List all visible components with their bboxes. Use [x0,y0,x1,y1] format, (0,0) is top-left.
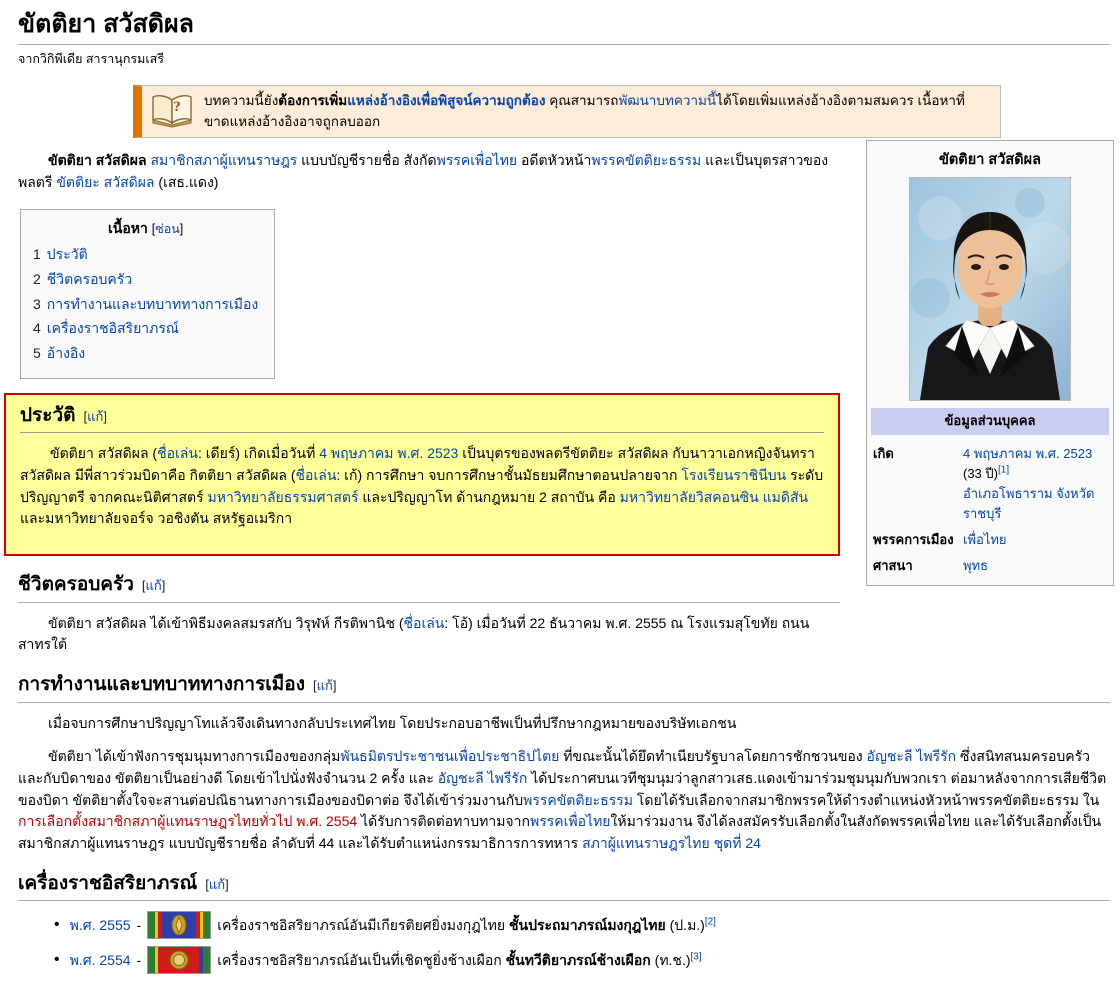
link-rajini-bon-school[interactable]: โรงเรียนราชินีบน [681,466,787,483]
book-question-icon [150,94,194,128]
link-year-2555[interactable]: • พ.ศ. 2555 [69,916,131,933]
link-year-2554[interactable]: • พ.ศ. 2554 [69,951,131,968]
infobox-row-party: พรรคการเมือง เพื่อไทย [873,532,1007,548]
decoration-item-2555: • พ.ศ. 2555 - เครื่องราชอิสริยาภรณ์อันมีเกียรติยศยิ่งมงกุฎไทย ชั้นประถมาภรณ์มงกุฎไทย (ป.ม.)[2] [54,911,1110,939]
toc-item-decorations[interactable]: 4 เครื่องราชอิสริยาภรณ์ [33,320,179,337]
infobox [866,140,1114,586]
link-nickname[interactable]: ชื่อเล่น [295,466,337,483]
link-be-2523[interactable]: พ.ศ. 2523 [397,445,459,462]
link-nickname[interactable]: ชื่อเล่น [403,614,445,631]
section-heading-family: ชีวิตครอบครัว [แก้] [18,572,840,603]
edit-link[interactable]: แก้ [87,408,104,424]
svg-text:?: ? [173,99,181,116]
toc-item-work[interactable]: 3 การทำงานและบทบาททางการเมือง [33,295,259,312]
edit-section: [แก้] [313,677,337,693]
toc-title: เนื้อหา [108,220,148,237]
edit-link[interactable]: แก้ [145,577,162,593]
page-title: ขัตติยา สวัสดิผล [18,8,1110,45]
portrait-photo[interactable] [909,177,1071,401]
link-member-of-parliament[interactable]: สมาชิกสภาผู้แทนราษฎร [150,152,298,169]
ref-2[interactable]: [2] [704,915,716,927]
link-nickname[interactable]: ชื่อเล่น [157,445,198,462]
edit-section: [แก้] [141,577,166,593]
link-khattiyatham-party[interactable]: พรรคขัตติยะธรรม [591,152,702,169]
toc-toggle: [ซ่อน] [151,222,184,237]
highlighted-history-section [4,393,840,556]
section-heading-history: ประวัติ [แก้] [20,403,824,434]
notice-run: คุณสามารถ [545,92,619,108]
order-of-the-white-elephant-ribbon[interactable] [147,946,211,974]
notice-link-improve-article[interactable]: พัฒนาบทความนี้ [618,92,717,108]
ref-1[interactable]: [1] [997,464,1010,476]
link-thammasat-university[interactable]: มหาวิทยาลัยธรรมศาสตร์ [207,488,359,505]
link-ratchaburi-province[interactable]: จังหวัดราชบุรี [963,485,1095,522]
link-university-of-wisconsin-madison[interactable]: มหาวิทยาลัยวิสคอนซิน แมดิสัน [619,488,809,505]
subject-name: ขัตติยา สวัสดิผล [48,152,151,169]
notice-link-references[interactable]: แหล่งอ้างอิงเพื่อพิสูจน์ความถูกต้อง [347,92,546,108]
link-pad[interactable]: พันธมิตรประชาชนเพื่อประชาธิปไตย [340,748,560,765]
history-paragraph: ขัตติยา สวัสดิผล (ชื่อเล่น: เดียร์) เกิดเมื่อวันที่ 4 พฤษภาคม พ.ศ. 2523 เป็นบุตรของพลตรีขัตติยะ สวัสดิผล กับนาวาเอกหญิงจันทรา สวัสดิผล มีพี่สาวร่วมบิดาคือ กิตติยา สวัสดิผล (ชื่อเล่น: เก้) การศึกษา จบการศึกษาชั้นมัธยมศึกษาตอนปลายจาก โรงเรียนราชินีบน ระดับปริญญาตรี จากคณะนิติศาสตร์ มหาวิทยาลัยธรรมศาสตร์ และปริญญาโท ด้านกฎหมาย 2 สถาบัน คือ มหาวิทยาลัยวิสคอนซิน แมดิสัน และมหาวิทยาลัยจอร์จ วอชิงตัน สหรัฐอเมริกา [20,445,824,527]
link-buddhism[interactable]: พุทธ [963,558,989,574]
link-pheu-thai-party[interactable]: พรรคเพื่อไทย [529,813,611,830]
link-anchalee-paireerak[interactable]: อัญชะลี ไพรีรัก [866,748,957,765]
section-heading-decorations: เครื่องราชอิสริยาภรณ์ [แก้] [18,871,1110,902]
toc-item-references[interactable]: 5 อ้างอิง [33,344,86,361]
family-paragraph: ขัตติยา สวัสดิผล ได้เข้าพิธีมงคลสมรสกับ วิรุฬห์ กีรติพานิช (ชื่อเล่น: โอ้) เมื่อวันที่ 22 ธันวาคม พ.ศ. 2555 ณ โรงแรมสุโขทัย ถนนสาทรใต้ [18,614,810,653]
link-khattiyatham-party[interactable]: พรรคขัตติยะธรรม [523,791,634,808]
decoration-text: เครื่องราชอิสริยาภรณ์อันเป็นที่เชิดชูยิ่งช้างเผือก ชั้นทวีติยาภรณ์ช้างเผือก (ท.ช.)[3] [217,950,702,968]
link-khattiya-sawasdipol-father[interactable]: ขัตติยะ สวัสดิผล [56,173,155,190]
infobox-section-header: ข้อมูลส่วนบุคคล [871,408,1109,434]
work-paragraph-2: ขัตติยา ได้เข้าฟังการชุมนุมทางการเมืองของกลุ่มพันธมิตรประชาชนเพื่อประชาธิปไตย ที่ขณะนั้นได้ยึดทำเนียบรัฐบาลโดยการชักชวนของ อัญชะลี ไพรีรัก ซึ่งสนิทสนมครอบครัวและกับบิดาของ ขัตติยาเป็นอย่างดี โดยเข้าไปนั่งฟังจำนวน 2 ครั้ง และ อัญชะลี ไพรีรัก ได้ประกาศบนเวทีชุมนุมว่าลูกสาวเสธ.แดงเข้ามาร่วมชุมนุมกับพวกเรา ต่อมาหลังจากการเสียชีวิตของบิดา ขัตติยาตั้งใจจะสานต่อปณิธานทางการเมืองของบิดาต่อ จึงได้เข้าร่วมงานกับพรรคขัตติยะธรรม โดยได้รับเลือกจากสมาชิกพรรคให้ดำรงตำแหน่งหัวหน้าพรรคขัตติยะธรรม ในการเลือกตั้งสมาชิกสภาผู้แทนราษฎรไทยทั่วไป พ.ศ. 2554 ได้รับการติดต่อทาบทามจากพรรคเพื่อไทยให้มาร่วมงาน จึงได้ลงสมัครรับเลือกตั้งในสังกัดพรรคเพื่อไทย และได้รับเลือกตั้งเป็นสมาชิกสภาผู้แทนราษฎร แบบบัญชีรายชื่อ ลำดับที่ 44 และได้รับตำแหน่งกรรมาธิการการทหาร สภาผู้แทนราษฎรไทย ชุดที่ 24 [18,748,1107,852]
link-pheu-thai-party[interactable]: เพื่อไทย [963,532,1007,548]
order-of-the-crown-of-thailand-ribbon[interactable] [147,911,211,939]
notice-run-bold: ต้องการเพิ่ม [278,92,348,108]
link-be-2523[interactable]: พ.ศ. 2523 [1035,445,1093,461]
link-may-4[interactable]: 4 พฤษภาคม [319,445,394,462]
work-paragraph-1: เมื่อจบการศึกษาปริญญาโทแล้วจึงเดินทางกลับประเทศไทย โดยประกอบอาชีพเป็นที่ปรึกษากฎหมายของบริษัทเอกชน [48,714,737,731]
toc-hide-link[interactable]: ซ่อน [155,222,180,237]
link-may-4[interactable]: 4 พฤษภาคม [963,445,1032,461]
edit-section: [แก้] [205,876,229,892]
toc-item-history[interactable]: 1 ประวัติ [33,246,88,263]
red-link-2011-election[interactable]: การเลือกตั้งสมาชิกสภาผู้แทนราษฎรไทยทั่วไป พ.ศ. 2554 [18,813,358,830]
site-tagline: จากวิกิพีเดีย สารานุกรมเสรี [18,51,164,66]
ref-3[interactable]: [3] [690,950,702,962]
notice-run: บทความนี้ยัง [204,92,279,108]
toc-list [33,244,258,364]
link-pheu-thai-party[interactable]: พรรคเพื่อไทย [436,152,518,169]
section-heading-work: การทำงานและบทบาททางการเมือง [แก้] [18,672,1110,703]
link-photharam-district[interactable]: อำเภอโพธาราม [963,485,1053,501]
edit-link[interactable]: แก้ [208,876,226,892]
reference-needed-notice [133,85,1001,138]
toc-header [33,218,258,240]
infobox-title: ขัตติยา สวัสดิผล [938,152,1042,168]
table-of-contents [20,209,275,378]
decoration-item-2554: • พ.ศ. 2554 - เครื่องราชอิสริยาภรณ์อันเป็นที่เชิดชูยิ่งช้างเผือก ชั้นทวีติยาภรณ์ช้างเผือก (ท.ช.)[3] [54,946,1110,974]
edit-link[interactable]: แก้ [316,677,333,693]
notice-text [204,90,990,133]
edit-section: [แก้] [83,408,107,424]
intro-paragraph: ขัตติยา สวัสดิผล สมาชิกสภาผู้แทนราษฎร แบบบัญชีรายชื่อ สังกัดพรรคเพื่อไทย อดีตหัวหน้าพรรคขัตติยะธรรม และเป็นบุตรสาวของ พลตรี ขัตติยะ สวัสดิผล (เสธ.แดง) [18,152,829,190]
infobox-row-religion: ศาสนา พุทธ [873,558,989,574]
decoration-text: เครื่องราชอิสริยาภรณ์อันมีเกียรติยศยิ่งมงกุฎไทย ชั้นประถมาภรณ์มงกุฎไทย (ป.ม.)[2] [217,915,716,933]
notice-run: ได้โดยเพิ่มแหล่งอ้างอิงตามสมควร เนื้อหาที่ขาดแหล่งอ้างอิงอาจถูกลบออก [204,92,965,130]
link-anchalee-paireerak[interactable]: อัญชะลี ไพรีรัก [437,769,528,786]
toc-item-family[interactable]: 2 ชีวิตครอบครัว [33,270,133,287]
decorations-list [54,911,1110,974]
infobox-row-born: เกิด 4 พฤษภาคม พ.ศ. 2523 (33 ปี)[1] อำเภอโพธาราม จังหวัดราชบุรี [873,445,1095,522]
link-house-of-representatives-24[interactable]: สภาผู้แทนราษฎรไทย ชุดที่ 24 [582,835,761,852]
